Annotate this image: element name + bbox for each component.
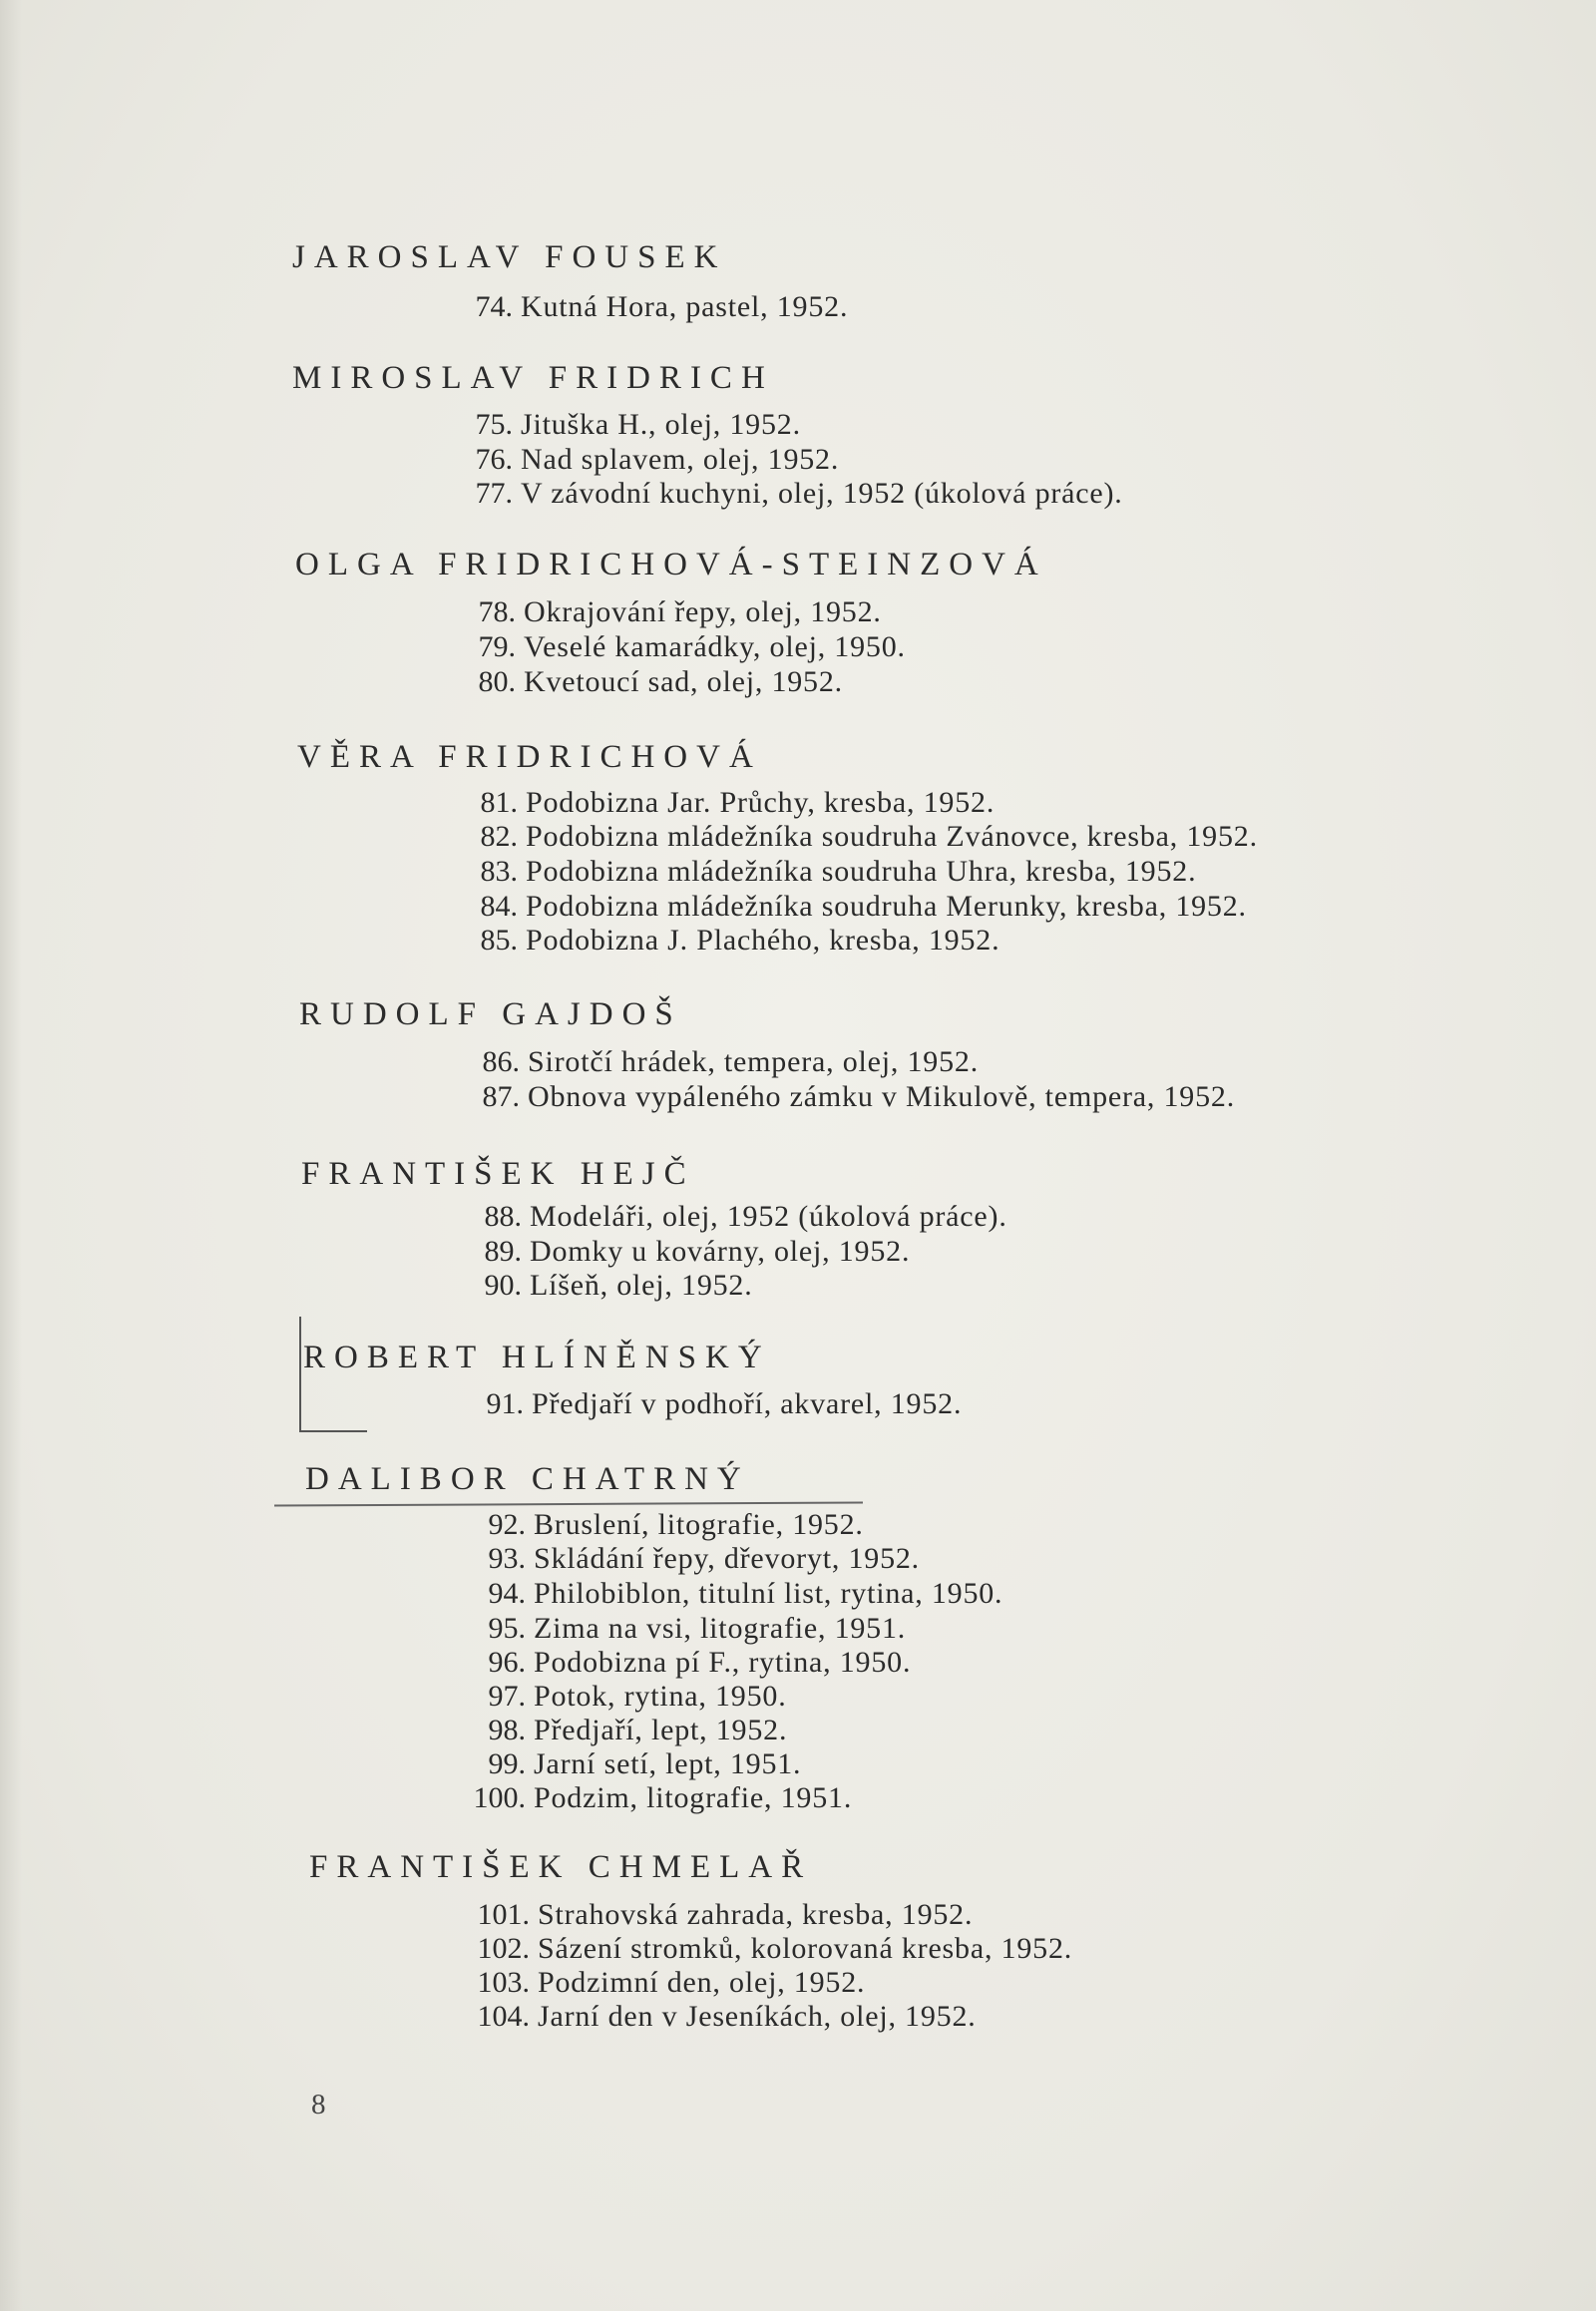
entry-number: 77. xyxy=(475,477,513,510)
entry-text: Zima na vsi, litografie, 1951. xyxy=(534,1612,907,1645)
entry-text: Jituška H., olej, 1952. xyxy=(521,408,801,441)
pencil-underline-mark xyxy=(274,1501,863,1506)
entry-number: 90. xyxy=(484,1269,522,1302)
artist-name: OLGA FRIDRICHOVÁ-STEINZOVÁ xyxy=(295,547,1047,582)
entry-number: 91. xyxy=(486,1387,524,1420)
entry-text: Potok, rytina, 1950. xyxy=(534,1680,787,1713)
entry-text: Podzimní den, olej, 1952. xyxy=(538,1966,866,1999)
entry-text: V závodní kuchyni, olej, 1952 (úkolová práce). xyxy=(521,477,1123,510)
artist-name: ROBERT HLÍNĚNSKÝ xyxy=(303,1340,771,1375)
artist-name: RUDOLF GAJDOŠ xyxy=(299,996,682,1032)
entry-number: 85. xyxy=(480,924,518,957)
entry-text: Strahovská zahrada, kresba, 1952. xyxy=(538,1898,974,1931)
entry-number: 99. xyxy=(488,1747,526,1780)
artist-name: FRANTIŠEK CHMELAŘ xyxy=(309,1849,813,1885)
entry-number: 102. xyxy=(477,1932,530,1965)
entry-text: Obnova vypáleného zámku v Mikulově, tempera, 1952. xyxy=(528,1080,1235,1113)
entry-number: 103. xyxy=(477,1966,530,1999)
entry-number: 97. xyxy=(488,1680,526,1713)
entry-number: 101. xyxy=(477,1898,530,1931)
entry-text: Philobiblon, titulní list, rytina, 1950. xyxy=(534,1577,1003,1610)
entry-text: Skládání řepy, dřevoryt, 1952. xyxy=(534,1542,920,1575)
entry-text: Předjaří, lept, 1952. xyxy=(534,1714,788,1746)
entry-number: 76. xyxy=(475,443,513,476)
entry-text: Podobizna mládežníka soudruha Merunky, kresba, 1952. xyxy=(526,890,1247,923)
entry-number: 81. xyxy=(480,786,518,819)
artist-name: JAROSLAV FOUSEK xyxy=(292,239,727,275)
entry-text: Bruslení, litografie, 1952. xyxy=(534,1508,864,1541)
entry-number: 82. xyxy=(480,820,518,853)
entry-number: 89. xyxy=(484,1235,522,1268)
entry-text: Modeláři, olej, 1952 (úkolová práce). xyxy=(530,1200,1007,1233)
artist-name: MIROSLAV FRIDRICH xyxy=(292,360,774,396)
entry-text: Jarní den v Jeseníkách, olej, 1952. xyxy=(538,2000,977,2033)
entry-text: Podobizna Jar. Průchy, kresba, 1952. xyxy=(526,786,996,819)
entry-number: 95. xyxy=(488,1612,526,1645)
entry-text: Kvetoucí sad, olej, 1952. xyxy=(524,665,843,698)
entry-number: 80. xyxy=(478,665,516,698)
entry-text: Jarní setí, lept, 1951. xyxy=(534,1747,802,1780)
pencil-bracket-mark xyxy=(299,1430,367,1432)
entry-text: Veselé kamarádky, olej, 1950. xyxy=(524,630,906,663)
page-edge-shadow xyxy=(0,0,22,2311)
entry-text: Sirotčí hrádek, tempera, olej, 1952. xyxy=(528,1045,980,1078)
artist-name: VĚRA FRIDRICHOVÁ xyxy=(297,739,762,775)
entry-number: 79. xyxy=(478,630,516,663)
entry-text: Líšeň, olej, 1952. xyxy=(530,1269,753,1302)
entry-number: 75. xyxy=(475,408,513,441)
entry-text: Podobizna mládežníka soudruha Zvánovce, kresba, 1952. xyxy=(526,820,1258,853)
artist-name: DALIBOR CHATRNÝ xyxy=(305,1461,750,1497)
entry-text: Domky u kovárny, olej, 1952. xyxy=(530,1235,911,1268)
entry-number: 86. xyxy=(482,1045,520,1078)
entry-text: Okrajování řepy, olej, 1952. xyxy=(524,595,882,628)
entry-number: 88. xyxy=(484,1200,522,1233)
entry-text: Podobizna J. Plachého, kresba, 1952. xyxy=(526,924,1000,957)
entry-number: 93. xyxy=(488,1542,526,1575)
entry-number: 94. xyxy=(488,1577,526,1610)
entry-text: Podobizna pí F., rytina, 1950. xyxy=(534,1646,912,1679)
entry-text: Kutná Hora, pastel, 1952. xyxy=(521,290,849,323)
page-number: 8 xyxy=(311,2089,326,2120)
entry-number: 98. xyxy=(488,1714,526,1746)
entry-number: 84. xyxy=(480,890,518,923)
entry-number: 83. xyxy=(480,855,518,888)
entry-number: 74. xyxy=(475,290,513,323)
entry-text: Podobizna mládežníka soudruha Uhra, kresba, 1952. xyxy=(526,855,1197,888)
entry-number: 100. xyxy=(473,1781,526,1814)
entry-text: Sázení stromků, kolorovaná kresba, 1952. xyxy=(538,1932,1073,1965)
entry-number: 92. xyxy=(488,1508,526,1541)
entry-number: 87. xyxy=(482,1080,520,1113)
artist-name: FRANTIŠEK HEJČ xyxy=(301,1156,695,1192)
entry-number: 78. xyxy=(478,595,516,628)
entry-text: Nad splavem, olej, 1952. xyxy=(521,443,840,476)
pencil-bracket-mark xyxy=(299,1317,301,1432)
entry-number: 96. xyxy=(488,1646,526,1679)
entry-number: 104. xyxy=(477,2000,530,2033)
entry-text: Předjaří v podhoří, akvarel, 1952. xyxy=(532,1387,963,1420)
entry-text: Podzim, litografie, 1951. xyxy=(534,1781,853,1814)
